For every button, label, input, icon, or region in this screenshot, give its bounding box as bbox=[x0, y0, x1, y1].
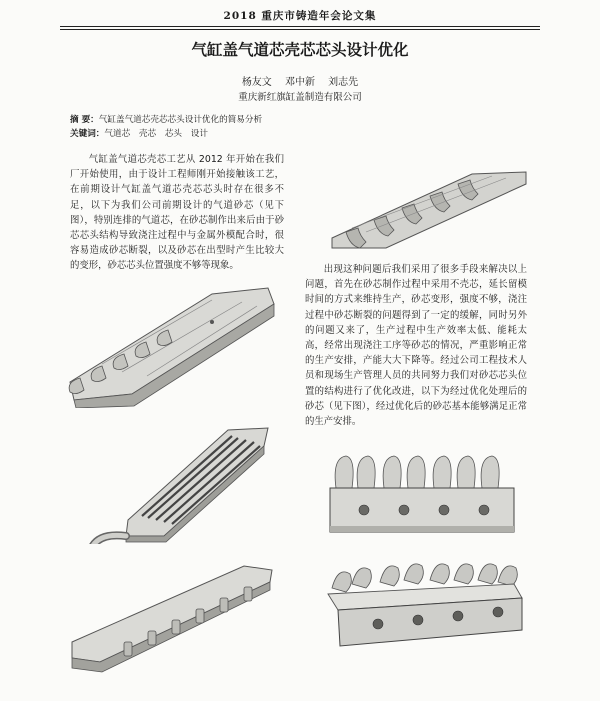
abstract-label: 摘 要： bbox=[70, 115, 99, 125]
keywords-label: 关键词： bbox=[70, 129, 105, 139]
figure-early-core-bottom bbox=[64, 558, 276, 678]
figure-early-core-oblique bbox=[62, 282, 282, 408]
body-paragraph-2: 出现这种问题后我们采用了很多手段来解决以上问题，首先在砂芯制作过程中采用不壳芯，延长留模时间的方式来维持生产，砂芯变形，强度不够，浇注过程中砂芯断裂的问题得到了一定的缓解，同时另外的问题又来了，生产过程中生产效率太低、能耗太高，经常出现浇注工序等砂芯的情况，严重影响正常的生产安排，产能大大下降等。经过公司工程技术人员和现场生产管理人员的共同努力我们对砂芯芯头位置的结构进行了优化改进，以下为经过优化处理后的砂芯（见下图），经过优化后的砂芯基本能够满足正常的生产安排。 bbox=[305, 264, 527, 428]
keywords-line bbox=[70, 127, 208, 139]
figure-optimized-core-front bbox=[322, 448, 522, 544]
affiliation: 重庆新红旗缸盖制造有限公司 bbox=[238, 92, 362, 103]
core-render-top bbox=[68, 418, 273, 544]
authors: 杨友文 邓中新 刘志先 bbox=[241, 77, 359, 88]
figure-optimized-core-oblique bbox=[318, 558, 526, 662]
paper-title: 气缸盖气道芯壳芯芯头设计优化 bbox=[191, 41, 409, 59]
header-rule-thick bbox=[60, 26, 540, 27]
body-paragraph-1: 气缸盖气道芯壳芯工艺从 2012 年开始在我们厂开始使用，由于设计工程师刚开始接触该工艺，在前期设计气缸盖气道芯壳芯芯头时存在很多不足，以下为我们公司前期设计的气道砂芯（见下图），特别连排的气道芯，在砂芯制作出来后由于砂芯芯头结构导致浇注过程中与金属外模配合时，很容易造成砂芯断裂，以及砂芯在出型时产生比较大的变形，砂芯芯头位置强度不够等现象。 bbox=[70, 154, 284, 272]
abstract-line bbox=[70, 113, 262, 125]
header-rule-thin bbox=[60, 29, 540, 30]
core-render-oblique bbox=[62, 282, 282, 408]
figure-early-core-chain bbox=[322, 168, 532, 254]
core-render-chain bbox=[322, 168, 532, 254]
running-head: 2018 重庆市铸造年会论文集 bbox=[223, 10, 377, 22]
figure-early-core-top bbox=[68, 418, 273, 544]
abstract-text: 气缸盖气道芯壳芯芯头设计优化的简易分析 bbox=[98, 115, 263, 125]
core-render-bottom bbox=[64, 558, 276, 678]
keywords-text: 气道芯 壳芯 芯头 设计 bbox=[104, 129, 208, 139]
optimized-core-render-front bbox=[322, 448, 522, 544]
left-column bbox=[70, 152, 284, 274]
right-column bbox=[305, 262, 527, 429]
optimized-core-render-oblique bbox=[318, 558, 526, 662]
